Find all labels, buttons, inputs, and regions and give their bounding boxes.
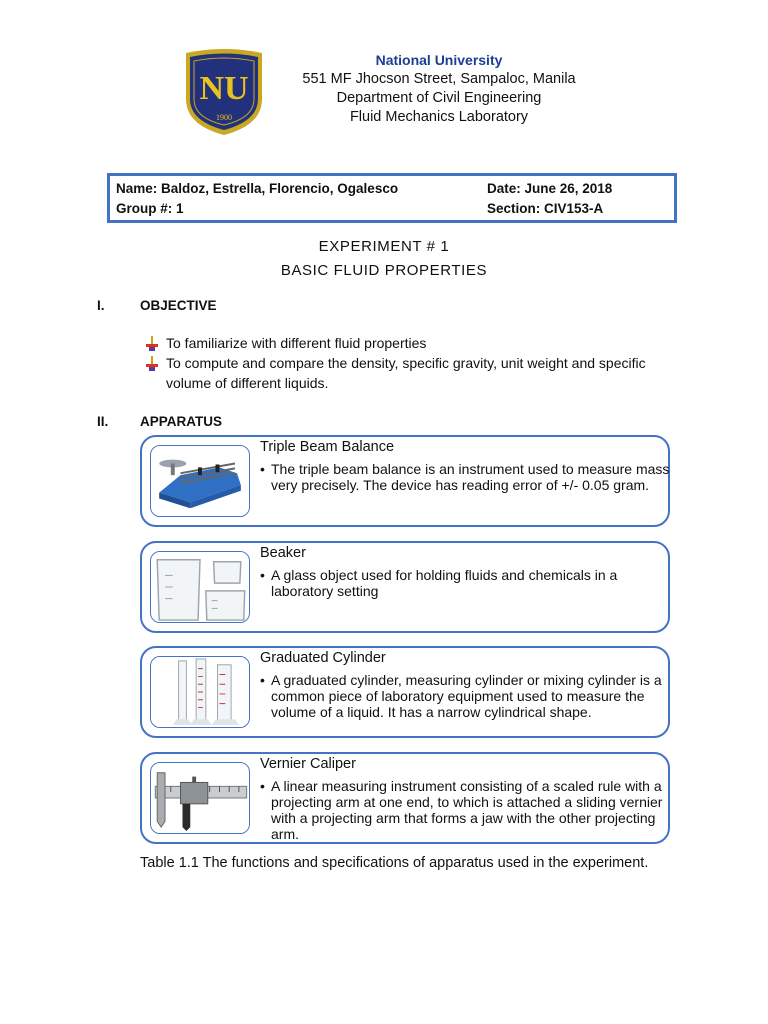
apparatus-description [260, 778, 670, 842]
apparatus-card [140, 646, 670, 738]
apparatus-description [260, 461, 670, 493]
group-number: Group #: 1 [116, 201, 184, 216]
pushpin-bullet-icon [144, 336, 160, 352]
university-logo [182, 47, 266, 137]
objective-numeral: I. [97, 298, 105, 313]
university-address: 551 MF Jhocson Street, Sampaloc, Manila [302, 71, 576, 87]
experiment-title: BASIC FLUID PROPERTIES [280, 262, 488, 279]
bullet-dot-icon: • [260, 567, 265, 583]
objective-text: To familiarize with different fluid properties [166, 335, 427, 351]
bullet-dot-icon: • [260, 778, 265, 794]
apparatus-name: Graduated Cylinder [260, 650, 386, 666]
logo-year: 1900 [216, 113, 232, 122]
experiment-date: Date: June 26, 2018 [487, 181, 613, 196]
triple-beam-balance-photo [150, 445, 250, 517]
student-info-box [107, 173, 677, 223]
apparatus-name: Beaker [260, 545, 306, 561]
apparatus-description [260, 672, 670, 720]
experiment-number: EXPERIMENT # 1 [318, 238, 450, 255]
laboratory-name: Fluid Mechanics Laboratory [349, 109, 529, 125]
apparatus-card [140, 541, 670, 633]
apparatus-name: Vernier Caliper [260, 756, 356, 772]
vernier-caliper-photo [150, 762, 250, 834]
university-name: National University [375, 52, 503, 68]
apparatus-description [260, 567, 670, 599]
apparatus-description-text: A glass object used for holding fluids and chemicals in a laboratory setting [271, 567, 618, 599]
table-caption: Table 1.1 The functions and specifications of apparatus used in the experiment. [140, 855, 649, 871]
logo-letters: NU [199, 70, 249, 107]
objective-item [166, 354, 646, 393]
apparatus-card [140, 752, 670, 844]
apparatus-description-text: The triple beam balance is an instrument used to measure mass very precisely. The device has reading error of +/- 0.05 gram. [271, 461, 670, 493]
apparatus-description-text: A linear measuring instrument consisting of a scaled rule with a projecting arm at one end, to which is attached a sliding vernier with a projecting arm that forms a jaw with the other projecting arm. [271, 778, 663, 842]
graduated-cylinder-photo [150, 656, 250, 728]
course-section: Section: CIV153-A [487, 201, 604, 216]
objective-text: To compute and compare the density, specific gravity, unit weight and specific volume of different liquids. [166, 355, 646, 391]
bullet-dot-icon: • [260, 461, 265, 477]
apparatus-heading: APPARATUS [140, 414, 223, 429]
objective-item [166, 334, 646, 354]
apparatus-description-text: A graduated cylinder, measuring cylinder or mixing cylinder is a common piece of laboratory equipment used to measure the volume of a liquid. It has a narrow cylindrical shape. [271, 672, 662, 720]
apparatus-numeral: II. [97, 414, 109, 429]
student-names: Name: Baldoz, Estrella, Florencio, Ogalesco [116, 181, 399, 196]
apparatus-card [140, 435, 670, 527]
bullet-dot-icon: • [260, 672, 265, 688]
pushpin-bullet-icon [144, 356, 160, 372]
apparatus-name: Triple Beam Balance [260, 439, 395, 455]
department-name: Department of Civil Engineering [336, 90, 542, 106]
beaker-photo [150, 551, 250, 623]
objective-heading: OBJECTIVE [140, 298, 217, 313]
